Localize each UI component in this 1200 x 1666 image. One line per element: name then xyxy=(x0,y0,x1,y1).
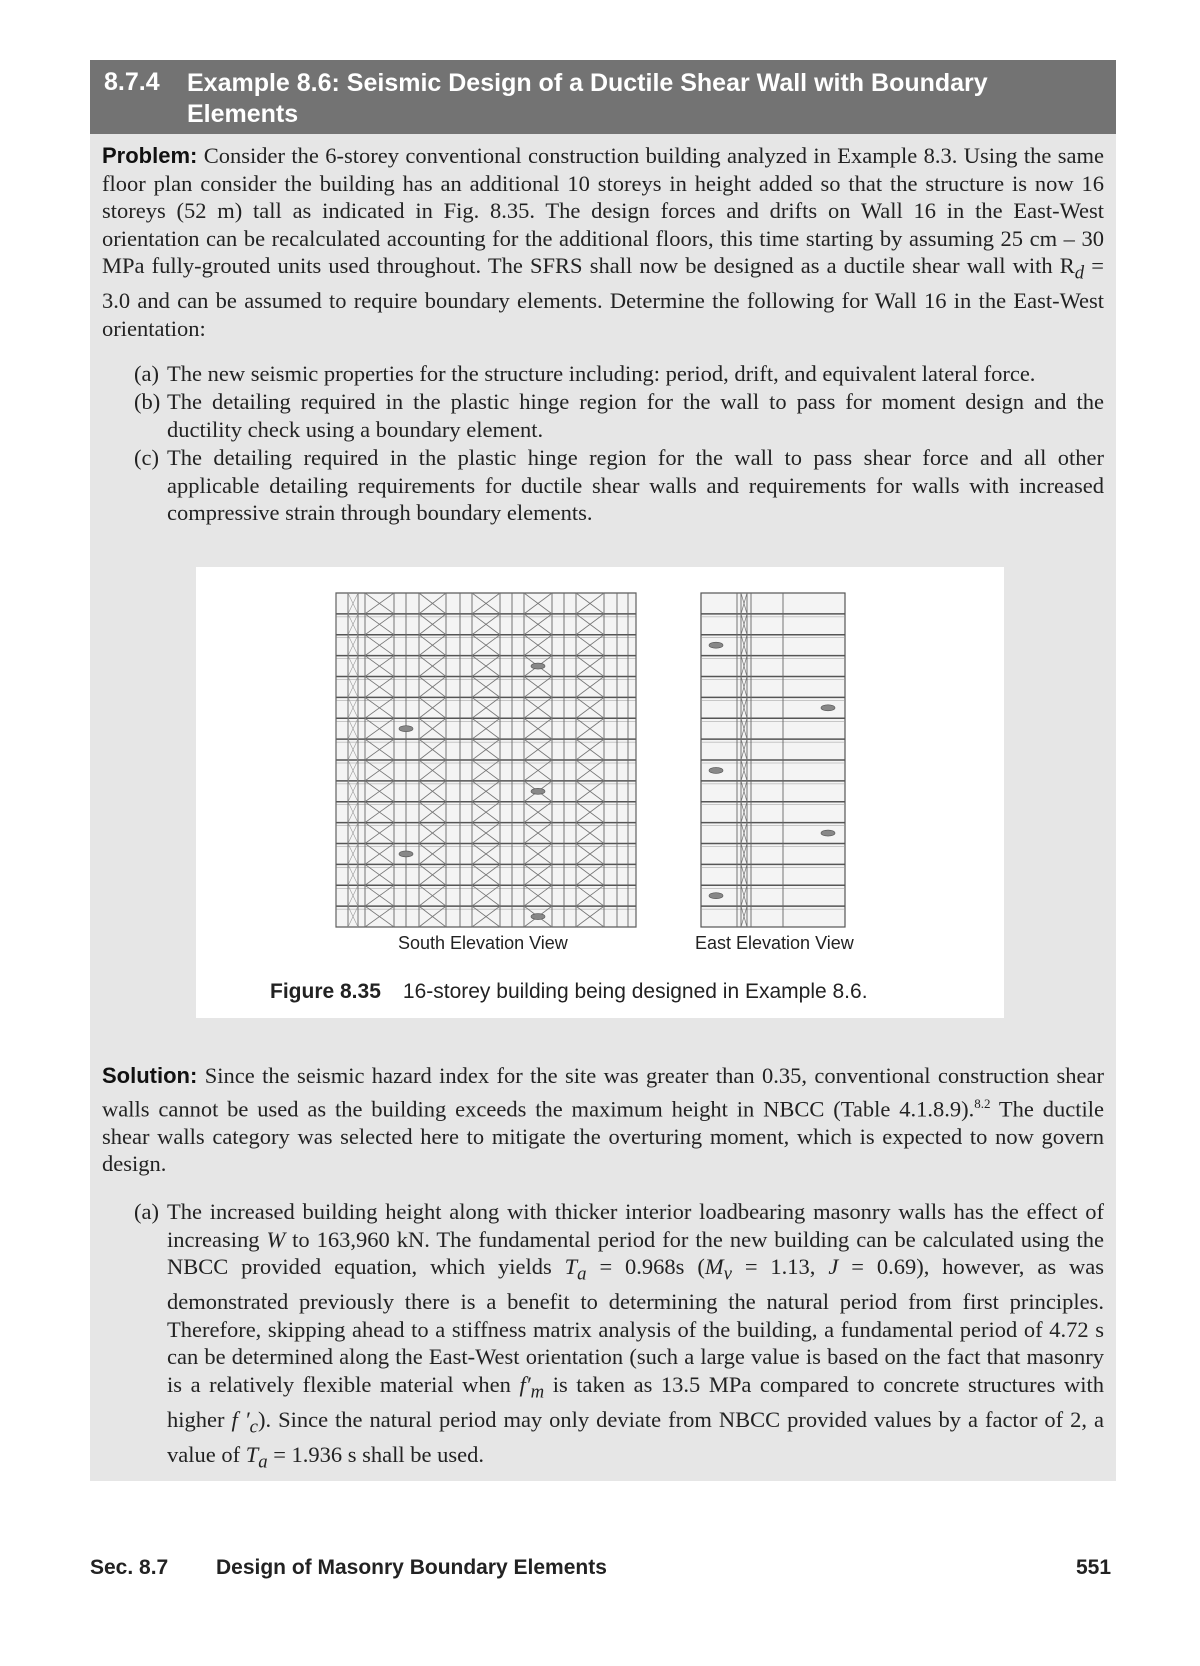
figure-8-35 xyxy=(196,567,1004,1018)
page-number: 551 xyxy=(1076,1556,1112,1579)
solution-text-end: The ductile shear walls category was selected here to mitigate the overturing moment, which is expected to now govern design. xyxy=(102,1096,1104,1177)
south-elevation-drawing xyxy=(336,593,636,927)
solution-symbol: T xyxy=(564,1254,578,1280)
solution-ref: 8.2 xyxy=(974,1095,991,1111)
problem-item-label: (a) xyxy=(134,361,159,386)
footer-section: Sec. 8.7 xyxy=(90,1556,169,1579)
solution-text-part: is taken as 13.5 MPa compared to concrete structures with higher xyxy=(167,1372,1104,1433)
problem-r-sub: d xyxy=(1074,262,1085,284)
solution-symbol: f′ xyxy=(519,1372,531,1398)
opening-mark xyxy=(709,642,723,648)
solution-text-part: to 163,960 kN. The fundamental period for the new building can be calculated using the NBCC provided equation, which yields xyxy=(167,1226,1104,1280)
east-elevation-drawing xyxy=(701,593,845,927)
problem-paragraph xyxy=(102,142,1104,343)
solution-text-part: ). Since the natural period may only deviate from NBCC provided values by a factor of 2, a value of xyxy=(167,1407,1104,1468)
opening-mark xyxy=(821,830,835,836)
problem-item-b xyxy=(134,388,1104,444)
solution-paragraph xyxy=(102,1062,1104,1178)
solution-text-part: = 1.936 s shall be used. xyxy=(267,1442,485,1468)
problem-item-a xyxy=(134,360,1104,388)
solution-symbol: J xyxy=(828,1254,839,1280)
opening-mark xyxy=(531,663,545,669)
east-elevation-label: East Elevation View xyxy=(695,933,854,953)
solution-symbol: W xyxy=(266,1226,286,1252)
problem-item-label: (c) xyxy=(134,445,159,470)
solution-symbol: T xyxy=(245,1442,259,1468)
solution-item-label: (a) xyxy=(134,1199,159,1224)
solution-symbol: f ′ xyxy=(231,1407,250,1433)
solution-subscript: a xyxy=(577,1263,587,1285)
problem-text: Consider the 6-storey conventional construction building analyzed in Example 8.3. Using the same floor plan consider the building has an additional 10 storeys in height added so that the structure is now 16 storeys (52 m) tall as indicated in Fig. 8.35. The design forces and drifts on Wall 16 in the East-West orientation can be recalculated accounting for the additional floors, this time starting by assuming 25 cm – 30 MPa fully-grouted units used throughout. The SFRS shall now be designed as a ductile shear wall with R xyxy=(102,143,1105,279)
opening-mark xyxy=(399,726,413,732)
solution-item-text xyxy=(167,1198,1104,1476)
section-number: 8.7.4 xyxy=(104,68,160,96)
solution-text-part: = 1.13, xyxy=(731,1254,829,1280)
problem-label: Problem: xyxy=(102,143,198,168)
opening-mark xyxy=(399,851,413,857)
problem-text-end: = 3.0 and can be assumed to require boundary elements. Determine the following for Wall 16 in the East-West orientation: xyxy=(102,253,1104,342)
figure-caption xyxy=(270,980,868,1004)
problem-item-text: The detailing required in the plastic hinge region for the wall to pass for moment design and the ductility check using a boundary element. xyxy=(167,389,1104,442)
south-elevation-label: South Elevation View xyxy=(398,933,568,953)
footer-title: Design of Masonry Boundary Elements xyxy=(216,1556,607,1579)
solution-text: Since the seismic hazard index for the site was greater than 0.35, conventional construction shear walls cannot be used as the building exceeds the maximum height in NBCC (Table 4.1.8.9). xyxy=(102,1063,1105,1122)
figure-caption-label: Figure 8.35 xyxy=(270,980,381,1003)
problem-item-text: The detailing required in the plastic hinge region for the wall to pass shear force and all other applicable detailing requirements for ductile shear walls and requirements for walls with increased compressive strain through boundary elements. xyxy=(167,445,1104,526)
solution-text-part: The increased building height along with thicker interior loadbearing masonry walls has the effect of increasing xyxy=(167,1199,1104,1252)
building-elevations-drawing xyxy=(196,567,1004,967)
solution-subscript: v xyxy=(723,1263,732,1285)
solution-text-part: = 0.69), however, as was demonstrated previously there is a benefit to determining the natural period from first principles. Therefore, skipping ahead to a stiffness matrix analysis of the building, a fundamental period of 4.72 s can be determined along the East-West orientation (such a large value is based on the fact that masonry is a relatively flexible material when xyxy=(167,1254,1104,1398)
section-header xyxy=(90,60,1116,134)
opening-mark xyxy=(821,705,835,711)
solution-item-a xyxy=(134,1198,1104,1473)
figure-caption-text: 16-storey building being designed in Example 8.6. xyxy=(402,980,868,1003)
problem-item-label: (b) xyxy=(134,389,161,414)
opening-mark xyxy=(531,788,545,794)
section-title: Example 8.6: Seismic Design of a Ductile Shear Wall with Boundary Elements xyxy=(187,69,988,128)
problem-item-text: The new seismic properties for the structure including: period, drift, and equivalent lateral force. xyxy=(167,361,1036,386)
problem-item-c xyxy=(134,444,1104,528)
opening-mark xyxy=(531,914,545,920)
solution-symbol: M xyxy=(704,1254,724,1280)
solution-label: Solution: xyxy=(102,1063,198,1088)
solution-subscript: c xyxy=(249,1416,258,1438)
opening-mark xyxy=(709,767,723,773)
opening-mark xyxy=(709,893,723,899)
solution-text-part: = 0.968s ( xyxy=(586,1254,705,1280)
solution-subscript: a xyxy=(258,1451,268,1473)
solution-subscript: m xyxy=(530,1381,545,1403)
